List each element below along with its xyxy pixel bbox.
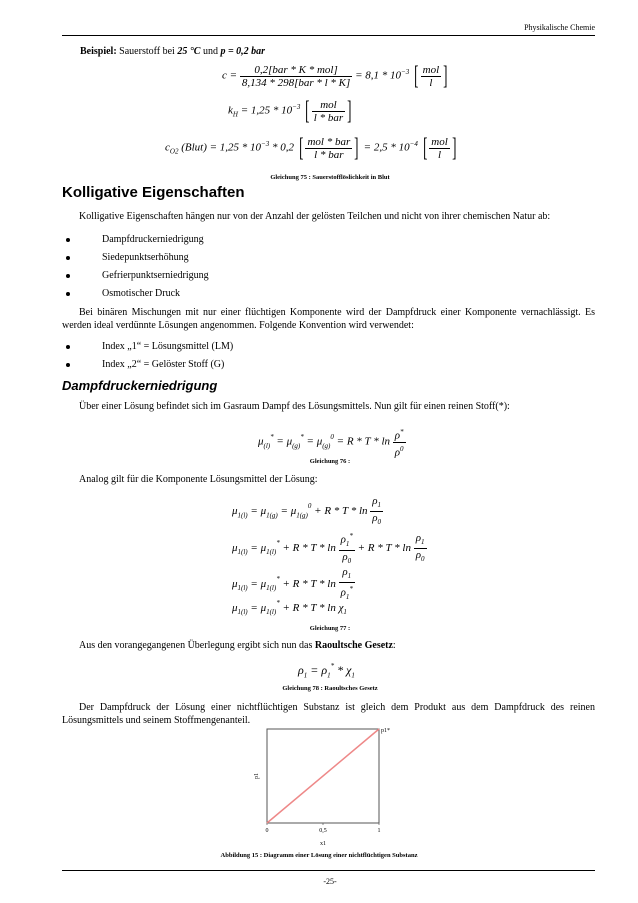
section-title-kolligative: Kolligative Eigenschaften — [62, 184, 245, 201]
x-tick-label: 1 — [377, 828, 381, 834]
bullet-dot — [66, 274, 70, 278]
example-line: Beispiel: Sauerstoff bei 25 °C und p = 0,2 bar — [80, 46, 266, 57]
raoult-chart — [250, 725, 390, 855]
c-numerator: 0,2[bar * K * mol] — [240, 64, 353, 77]
section2-paragraph: Der Dampfdruck der Lösung einer nichtflüchtigen Substanz ist gleich dem Produkt aus dem Dampfdruck des reinen Lösungsmittels und seinem Stoffmengenanteil. — [62, 702, 595, 726]
bullet-dot — [66, 363, 70, 367]
x-tick-label: 0 — [265, 828, 269, 834]
footer-rule — [62, 870, 595, 871]
annotation-p1star: p1* — [381, 728, 390, 734]
equation-77-line1: $\mu_{1(l)} = \mu_{1(g)} = \mu_{1(g)}^0 + R * T * \ln$ $\frac{\rho_1}{\rho_0}$ — [232, 495, 382, 527]
caption-eq77: Gleichung 77 : — [309, 625, 351, 632]
x-tick-label: 0,5 — [319, 828, 327, 834]
bullet-dot — [66, 345, 70, 349]
equation-77-line3: $\mu_{1(l)} = \mu_{1(l)}^* + R * T * \ln$ $\frac{\rho_1}{\rho_1^*}$ — [232, 566, 353, 602]
caption-fig15: Abbildung 15 : Diagramm einer Lösung einer nichtflüchtigen Substanz — [220, 852, 418, 859]
section2-analog: Analog gilt für die Komponente Lösungsmittel der Lösung: — [79, 474, 318, 485]
header-rule — [62, 35, 595, 36]
bullet-item: Dampfdruckerniedrigung — [102, 234, 204, 245]
example-label: Beispiel: — [80, 46, 117, 57]
bullet-dot — [66, 256, 70, 260]
section1-intro: Kolligative Eigenschaften hängen nur von der Anzahl der gelösten Teilchen und nicht von ihrer chemischen Natur ab: — [79, 211, 551, 222]
equation-77-line2: $\mu_{1(l)} = \mu_{1(l)}^* + R * T * \ln$ $\frac{\rho_1^*}{\rho_0}$ + R * T * ln $\frac{\rho_1}{\rho_0}$ — [232, 531, 425, 566]
bullet-item: Osmotischer Druck — [102, 288, 181, 299]
bullet-dot — [66, 292, 70, 296]
equation-78: $\rho_1 = \rho_1^* * \chi_1$ — [298, 662, 355, 680]
bullet-item: Siedepunktserhöhung — [102, 252, 189, 263]
equation-kh: $k_H = 1,25 * 10^{-3}$ [ $\frac{\text{mol}}{\text{l * bar}}$ ] — [228, 96, 352, 125]
c-denominator: 8,134 * 298[bar * l * K] — [241, 76, 351, 89]
caption-eq78: Gleichung 78 : Raoultsches Gesetz — [282, 685, 378, 692]
equation-c: c = $\frac{\text{0,2[bar * K * mol]}}{\text{8,134 * 298[bar * l * K]}}$ = $8,1 * 10^{-3}$ [ $\frac{\text{mol}}{l}$ ] — [222, 61, 448, 90]
example-pressure: p = 0,2 bar — [220, 46, 266, 57]
caption-eq75: Gleichung 75 : Sauerstofflöslichkeit in Blut — [270, 174, 390, 181]
index-bullet: Index „1“ = Lösungsmittel (LM) — [102, 341, 234, 352]
x-axis-label: x1 — [320, 841, 326, 847]
equation-76: $\mu_{(l)}^* = \mu_{(g)}^* = \mu_{(g)}^0 = R * T * \ln$ $\frac{\rho^*}{\rho^0}$ — [258, 428, 404, 459]
equation-co2: $c_{O2}$ (Blut) = $1,25 * 10^{-3} * 0,2$ [ $\frac{\text{mol * bar}}{\text{l * bar}}$ ] = $2,5 * 10^{-4}$ [ $\frac{\text{mol}}{l}$ ] — [165, 133, 457, 162]
equation-77-line4: $\mu_{1(l)} = \mu_{1(l)}^* + R * T * \ln \chi_1$ — [232, 599, 347, 617]
y-axis-label: p1 — [254, 773, 260, 779]
x-ticks — [266, 823, 381, 834]
section1-paragraph: Bei binären Mischungen mit nur einer flüchtigen Komponente wird der Dampfdruck einer Komponente vernachlässigt. Es werden ideal verdünnte Lösungen angenommen. Folgende Konvention wird verwendet: — [62, 307, 595, 331]
bullet-dot — [66, 238, 70, 242]
bullet-item: Gefrierpunktserniedrigung — [102, 270, 209, 281]
page-header: Physikalische Chemie — [524, 23, 595, 32]
index-bullet: Index „2“ = Gelöster Stoff (G) — [102, 359, 225, 370]
section2-conclusion: Aus den vorangegangenen Überlegung ergibt sich nun das Raoultsche Gesetz: — [79, 640, 396, 651]
page-number: -25- — [323, 877, 337, 886]
section2-intro: Über einer Lösung befindet sich im Gasraum Dampf des Lösungsmittels. Nun gilt für einen reinen Stoff(*): — [79, 401, 510, 412]
example-temp: 25 °C — [177, 46, 201, 57]
section-title-dampfdruck: Dampfdruckerniedrigung — [62, 378, 218, 393]
caption-eq76: Gleichung 76 : — [309, 458, 351, 465]
